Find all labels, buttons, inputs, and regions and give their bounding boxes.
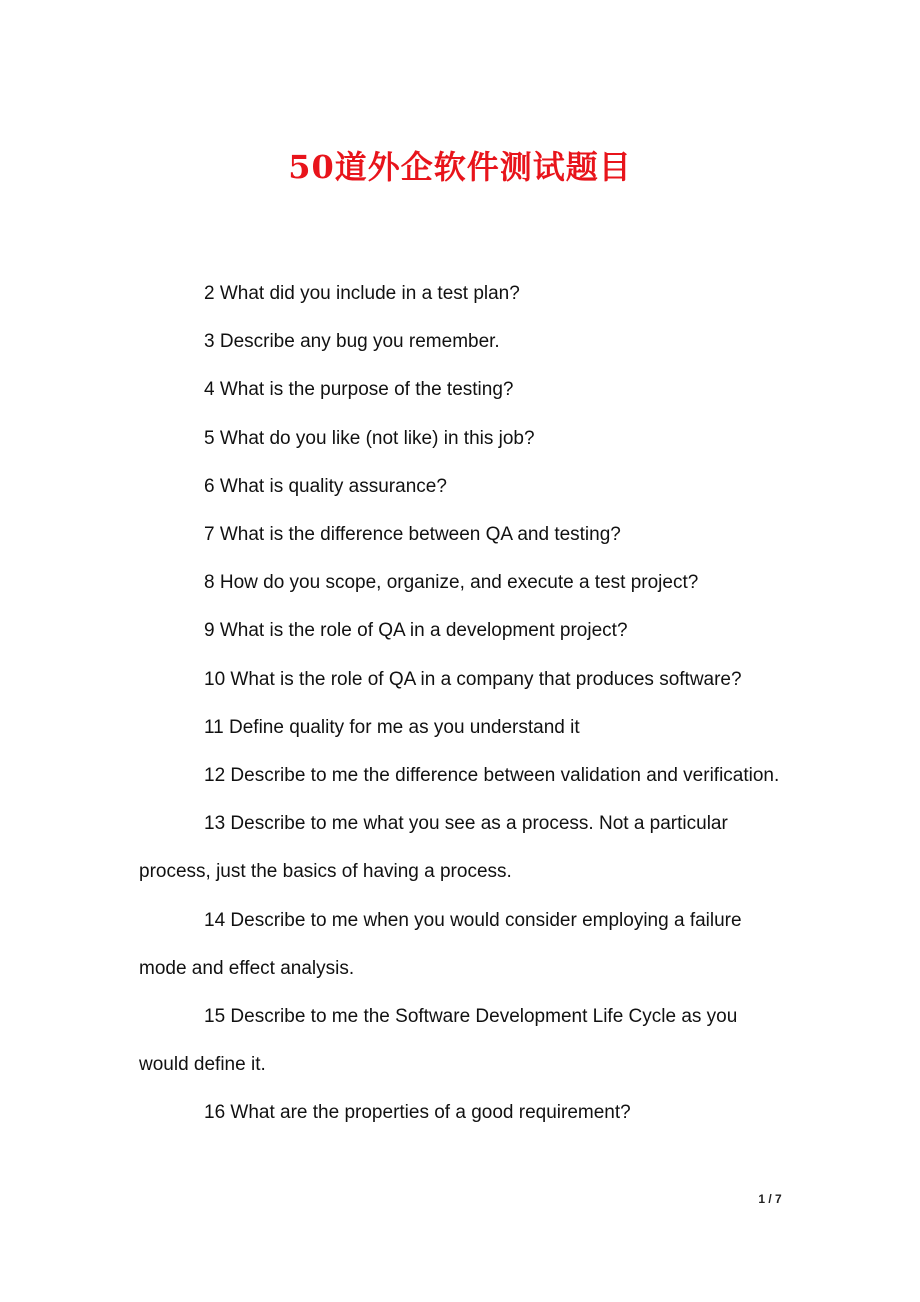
question-8: 8 How do you scope, organize, and execute a test project? <box>204 572 699 594</box>
question-9: 9 What is the role of QA in a development project? <box>204 620 628 642</box>
question-15: 15 Describe to me the Software Development Life Cycle as you would define it. <box>139 1006 738 1076</box>
question-13: 13 Describe to me what you see as a process. Not a particular process, just the basics of having a process. <box>139 813 728 883</box>
question-list <box>139 270 789 1138</box>
question-6: 6 What is quality assurance? <box>204 475 447 497</box>
question-3: 3 Describe any bug you remember. <box>204 331 500 353</box>
question-7: 7 What is the difference between QA and testing? <box>204 524 621 546</box>
question-12: 12 Describe to me the difference between validation and verification. <box>204 765 780 787</box>
question-2: 2 What did you include in a test plan? <box>204 283 520 304</box>
question-11: 11 Define quality for me as you understand it <box>204 716 580 738</box>
question-4: 4 What is the purpose of the testing? <box>204 379 514 401</box>
question-10: 10 What is the role of QA in a company that produces software? <box>204 668 742 690</box>
question-16: 16 What are the properties of a good requirement? <box>204 1102 631 1124</box>
page-number: 1 / 7 <box>758 1192 782 1206</box>
question-5: 5 What do you like (not like) in this job? <box>204 427 535 449</box>
document-title: 50道外企软件测试题目 <box>288 148 632 186</box>
question-14: 14 Describe to me when you would consider employing a failure mode and effect analysis. <box>139 909 742 979</box>
